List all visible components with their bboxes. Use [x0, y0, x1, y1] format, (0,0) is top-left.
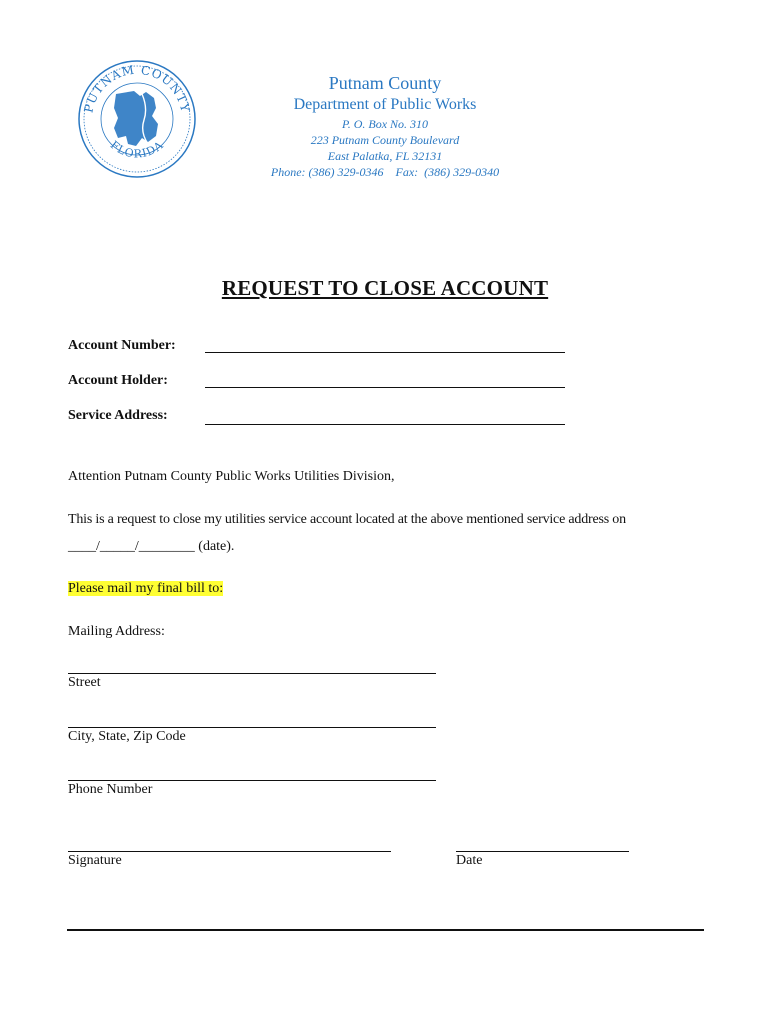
- attention-line: Attention Putnam County Public Works Utilities Division,: [68, 469, 395, 484]
- signature-field[interactable]: [68, 851, 391, 852]
- service-address-field[interactable]: [205, 424, 565, 425]
- city-state-zip-label: City, State, Zip Code: [68, 729, 186, 744]
- street-address: 223 Putnam County Boulevard: [310, 133, 460, 147]
- service-address-label: Service Address:: [68, 408, 168, 423]
- account-holder-field[interactable]: [205, 387, 565, 388]
- svg-text:FLORIDA: FLORIDA: [107, 138, 167, 161]
- date-field[interactable]: [456, 851, 629, 852]
- department-name: Department of Public Works: [293, 96, 477, 113]
- street-field[interactable]: [68, 673, 436, 674]
- po-box: P. O. Box No. 310: [341, 117, 429, 131]
- account-number-label: Account Number:: [68, 338, 176, 353]
- account-holder-label: Account Holder:: [68, 373, 168, 388]
- footer-divider: [67, 929, 704, 931]
- svg-text:PUTNAM COUNTY: PUTNAM COUNTY: [81, 62, 193, 115]
- mail-final-bill-prompt: Please mail my final bill to:: [68, 581, 224, 596]
- date-blank[interactable]: ____/_____/________ (date).: [68, 539, 235, 554]
- page-title: REQUEST TO CLOSE ACCOUNT: [221, 276, 549, 300]
- signature-label: Signature: [68, 853, 122, 868]
- county-seal-logo: [76, 58, 198, 180]
- account-number-field[interactable]: [205, 352, 565, 353]
- phone-fax: Phone: (386) 329-0346 Fax: (386) 329-0340: [270, 165, 500, 179]
- date-label: Date: [456, 853, 483, 868]
- organization-header: [230, 72, 540, 180]
- city-state-zip: East Palatka, FL 32131: [327, 149, 443, 163]
- city-state-zip-field[interactable]: [68, 727, 436, 728]
- phone-number-field[interactable]: [68, 780, 436, 781]
- street-label: Street: [68, 675, 101, 690]
- request-text: This is a request to close my utilities service account located at the above mentioned service address on: [68, 512, 626, 527]
- mailing-address-label: Mailing Address:: [68, 624, 165, 639]
- phone-number-label: Phone Number: [68, 782, 153, 797]
- county-name: Putnam County: [328, 73, 442, 93]
